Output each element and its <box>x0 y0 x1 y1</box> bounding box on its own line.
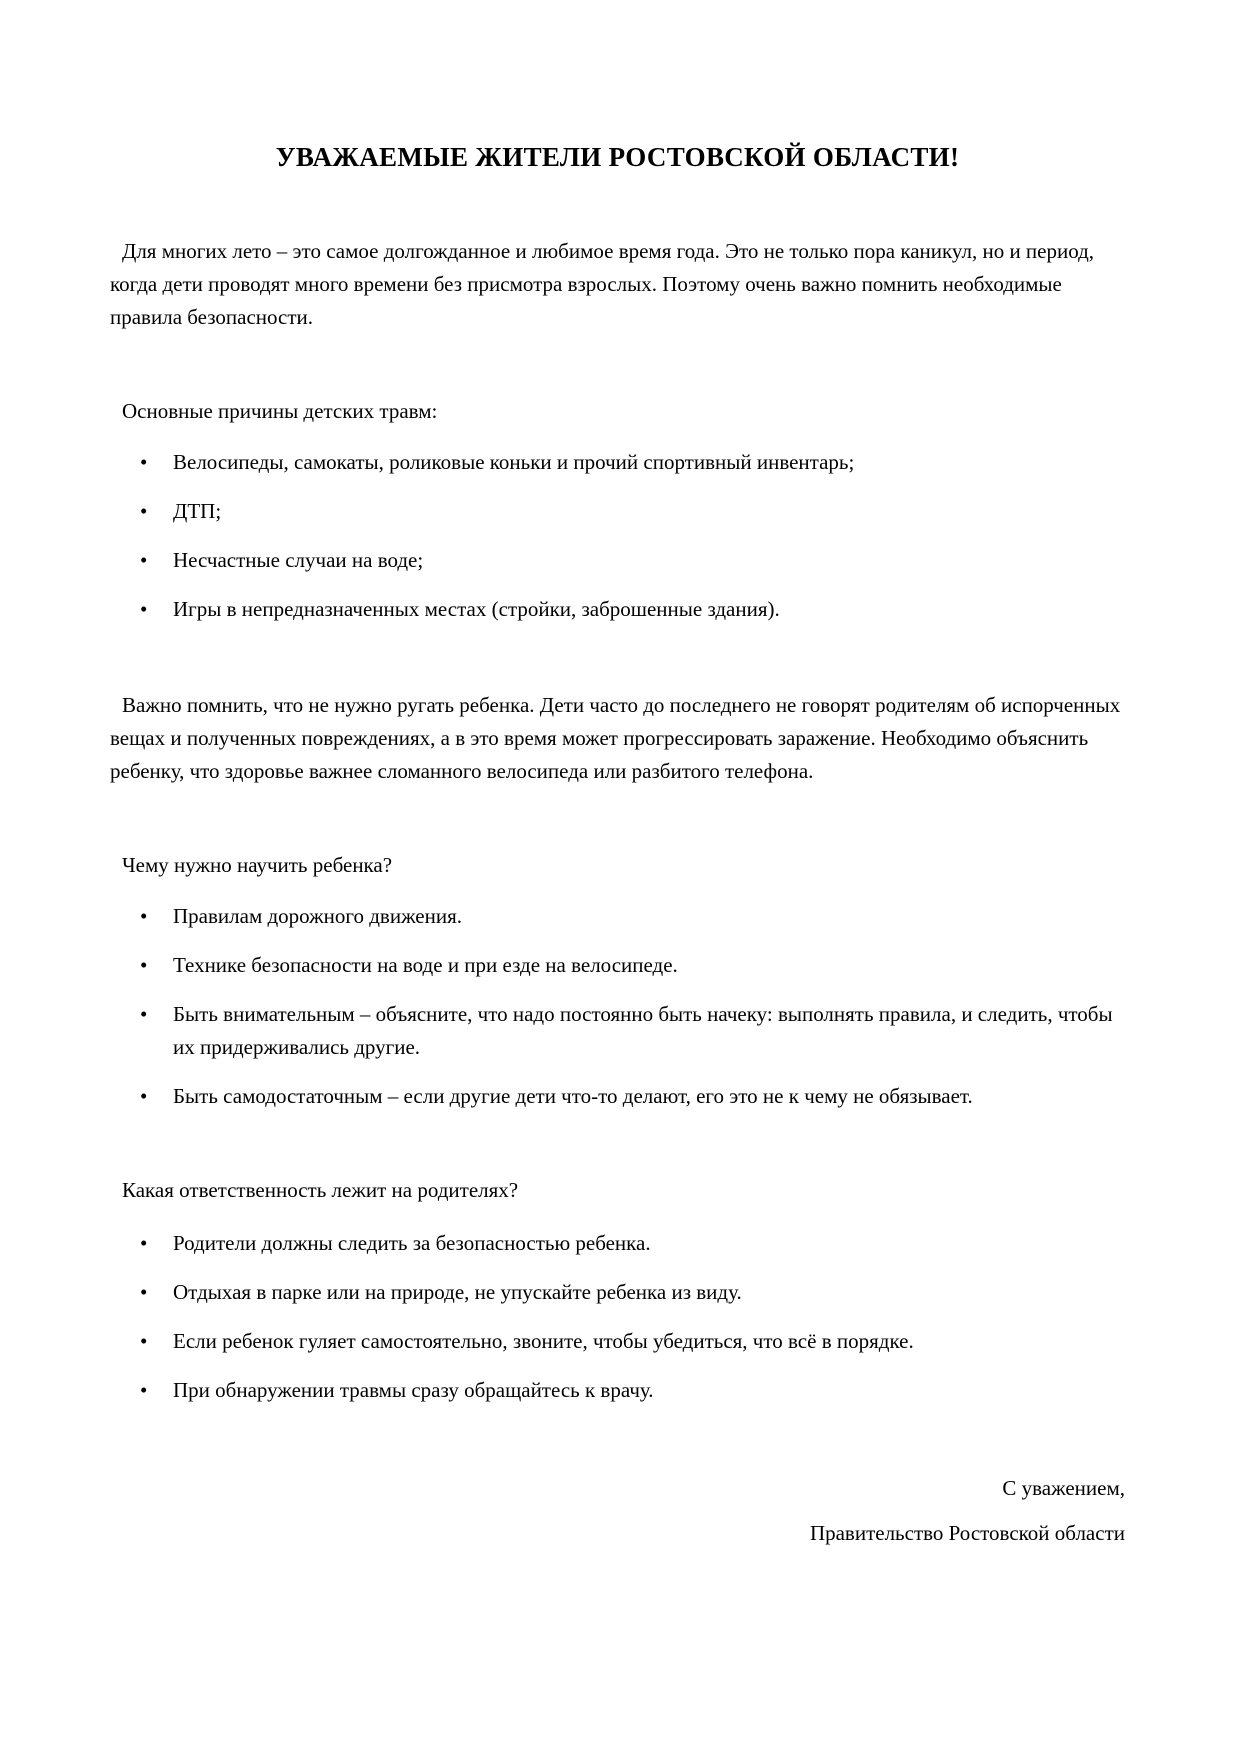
list-item <box>110 1325 1125 1358</box>
bullet-icon: • <box>140 1329 148 1353</box>
causes-heading: Основные причины детских травм: <box>122 399 438 423</box>
responsibility-heading: Какая ответственность лежит на родителях? <box>122 1178 519 1202</box>
list-item-text: Технике безопасности на воде и при езде на велосипеде. <box>173 953 678 977</box>
causes-list <box>110 446 1125 626</box>
list-item <box>110 900 1125 933</box>
list-item-text: Быть самодостаточным – если другие дети что-то делают, его это не к чему не обязывает. <box>173 1084 973 1108</box>
intro-paragraph: Для многих лето – это самое долгожданное и любимое время года. Это не только пора каникул, но и период, когда дети проводят много времени без присмотра взрослых. Поэтому очень важно помнить необходимые правила безопасности. <box>110 239 1095 329</box>
closing-signature: Правительство Ростовской области <box>809 1521 1125 1545</box>
list-item <box>110 495 1125 528</box>
bullet-icon: • <box>140 904 148 928</box>
list-item <box>110 446 1125 479</box>
bullet-icon: • <box>140 1084 148 1108</box>
list-item <box>110 1227 1125 1260</box>
list-item-text: Если ребенок гуляет самостоятельно, звоните, чтобы убедиться, что всё в порядке. <box>173 1329 914 1353</box>
closing-salutation: С уважением, <box>1002 1476 1125 1500</box>
reminder-paragraph: Важно помнить, что не нужно ругать ребенка. Дети часто до последнего не говорят родителям об испорченных вещах и полученных повреждениях, а в это время может прогрессировать заражение. Необходимо объяснить ребенку, что здоровье важнее сломанного велосипеда или разбитого телефона. <box>110 693 1121 783</box>
bullet-icon: • <box>140 499 148 523</box>
list-item-text: ДТП; <box>173 499 222 523</box>
bullet-icon: • <box>140 1378 148 1402</box>
bullet-icon: • <box>140 450 148 474</box>
list-item <box>110 949 1125 982</box>
bullet-icon: • <box>140 1231 148 1255</box>
list-item-text: Быть внимательным – объясните, что надо постоянно быть начеку: выполнять правила, и следить, чтобы их придерживались другие. <box>173 1002 1113 1059</box>
list-item <box>110 1276 1125 1309</box>
page-title: УВАЖАЕМЫЕ ЖИТЕЛИ РОСТОВСКОЙ ОБЛАСТИ! <box>275 142 960 172</box>
list-item-text: Родители должны следить за безопасностью ребенка. <box>173 1231 651 1255</box>
list-item-text: Велосипеды, самокаты, роликовые коньки и прочий спортивный инвентарь; <box>173 450 855 474</box>
closing-block <box>110 1472 1125 1550</box>
list-item-text: При обнаружении травмы сразу обращайтесь к врачу. <box>173 1378 654 1402</box>
bullet-icon: • <box>140 597 148 621</box>
list-item <box>110 1374 1125 1407</box>
teach-list <box>110 900 1125 1113</box>
list-item-text: Игры в непредназначенных местах (стройки, заброшенные здания). <box>173 597 780 621</box>
list-item-text: Отдыхая в парке или на природе, не упускайте ребенка из виду. <box>173 1280 742 1304</box>
list-item <box>110 544 1125 577</box>
bullet-icon: • <box>140 1002 148 1026</box>
list-item <box>110 593 1125 626</box>
list-item <box>110 998 1125 1064</box>
list-item-text: Несчастные случаи на воде; <box>173 548 424 572</box>
bullet-icon: • <box>140 953 148 977</box>
bullet-icon: • <box>140 1280 148 1304</box>
bullet-icon: • <box>140 548 148 572</box>
list-item <box>110 1080 1125 1113</box>
list-item-text: Правилам дорожного движения. <box>173 904 463 928</box>
responsibility-list <box>110 1227 1125 1407</box>
teach-heading: Чему нужно научить ребенка? <box>122 853 393 877</box>
